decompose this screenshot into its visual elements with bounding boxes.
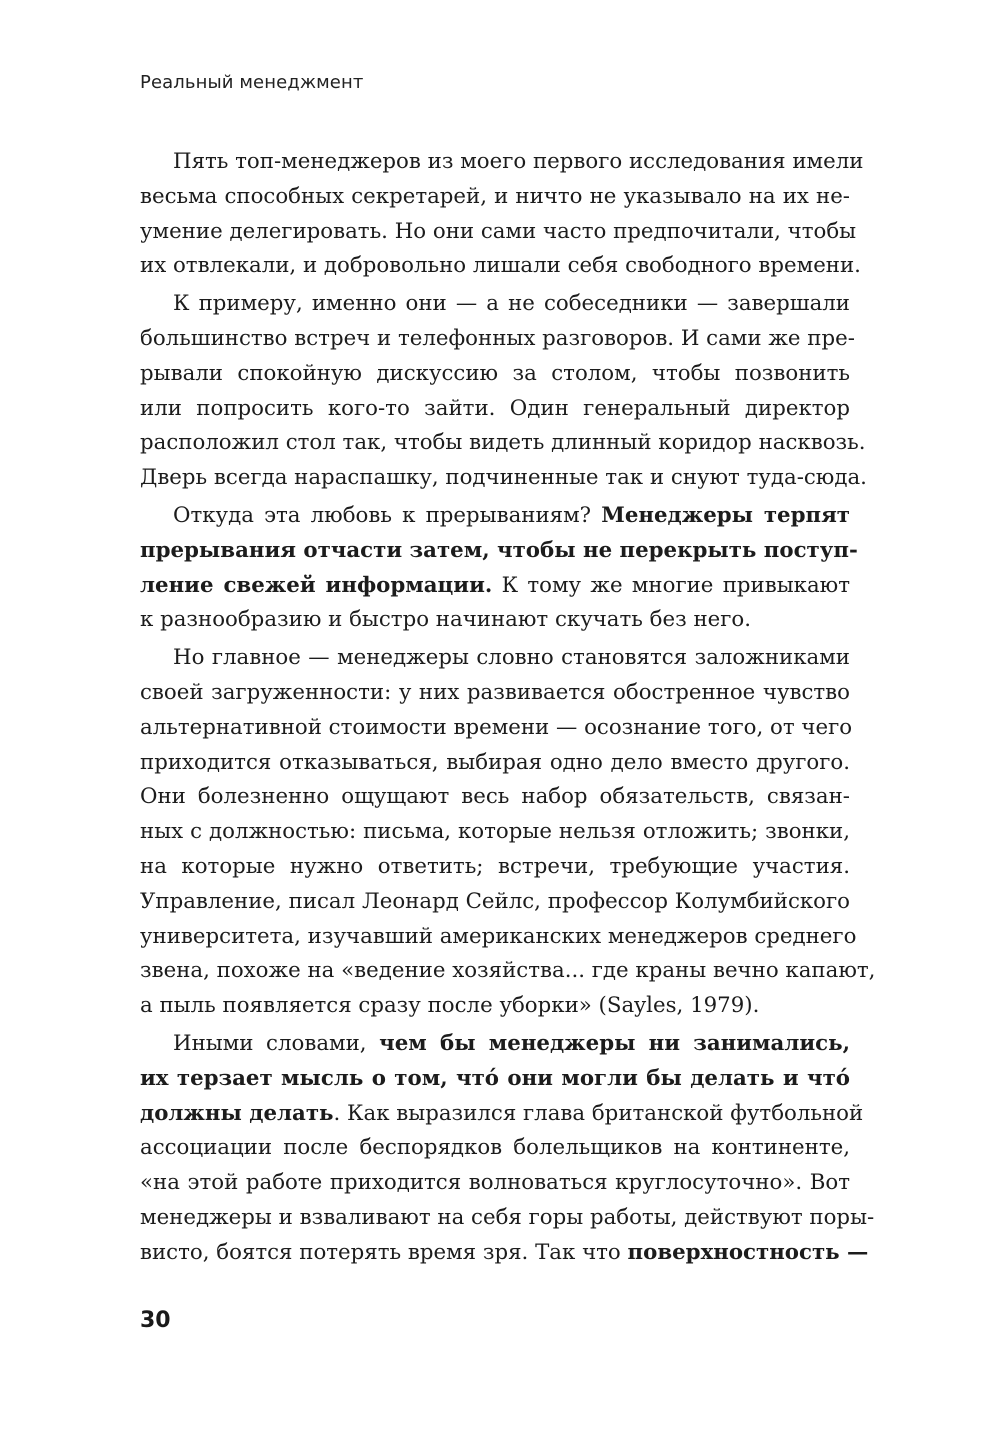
text: К примеру, именно они — а не собеседники — завершали bbox=[173, 291, 850, 317]
text-line bbox=[140, 850, 850, 885]
text: Откуда эта любовь к прерываниям? bbox=[173, 502, 602, 528]
text: Иными словами, bbox=[173, 1030, 380, 1056]
text-line bbox=[140, 461, 867, 496]
text: или попросить кого-то зайти. Один генеральный директор bbox=[140, 395, 850, 421]
text: на которые нужно ответить; встречи, требующие участия. bbox=[140, 853, 850, 879]
text: Они болезненно ощущают весь набор обязательств, связан- bbox=[140, 784, 850, 810]
body-text bbox=[140, 145, 876, 1271]
page-number: 30 bbox=[140, 1308, 171, 1333]
bold-text: прерывания отчасти затем, чтобы не перекрыть поступ- bbox=[140, 537, 858, 563]
text-line bbox=[140, 676, 850, 711]
bold-text: Менеджеры терпят bbox=[601, 502, 851, 528]
text: а пыль появляется сразу после уборки» (Sayles, 1979). bbox=[140, 993, 760, 1019]
text: Но главное — менеджеры словно становятся заложниками bbox=[173, 645, 850, 671]
text-line bbox=[140, 215, 857, 250]
text: . Как выразился глава британской футбольной bbox=[333, 1100, 864, 1126]
text: альтернативной стоимости времени — осознание того, от чего bbox=[140, 714, 853, 740]
text-line bbox=[140, 357, 850, 392]
text-line bbox=[140, 1201, 875, 1236]
text: приходится отказываться, выбирая одно дело вместо другого. bbox=[140, 749, 850, 775]
text-line bbox=[140, 1166, 850, 1201]
text: к разнообразию и быстро начинают скучать без него. bbox=[140, 607, 752, 633]
paragraph bbox=[140, 1027, 875, 1271]
text: ассоциации после беспорядков болельщиков на континенте, bbox=[140, 1135, 850, 1161]
text-line bbox=[140, 641, 850, 676]
text: Дверь всегда нараспашку, подчиненные так и снуют туда-сюда. bbox=[140, 465, 867, 491]
paragraph bbox=[140, 287, 867, 496]
text-line bbox=[140, 1027, 850, 1062]
text-line bbox=[140, 534, 858, 569]
paragraph bbox=[140, 145, 864, 284]
text-line bbox=[140, 180, 850, 215]
text-line bbox=[140, 954, 876, 989]
text: Пять топ-менеджеров из моего первого исследования имели bbox=[173, 149, 864, 174]
text: «на этой работе приходится волноваться круглосуточно». Вот bbox=[140, 1170, 850, 1196]
bold-text: их терзает мысль о том, чтó они могли бы делать и чтó bbox=[140, 1065, 850, 1091]
text: своей загруженности: у них развивается обостренное чувство bbox=[140, 679, 850, 705]
paragraph bbox=[140, 499, 858, 638]
text-line bbox=[140, 145, 864, 180]
text: звена, похоже на «ведение хозяйства... где краны вечно капают, bbox=[140, 958, 876, 984]
text-line bbox=[140, 885, 850, 920]
text-line bbox=[140, 989, 850, 1024]
text-line bbox=[140, 746, 850, 781]
text: К тому же многие привыкают bbox=[492, 572, 850, 598]
text: их отвлекали, и добровольно лишали себя свободного времени. bbox=[140, 253, 861, 279]
text-line bbox=[140, 711, 853, 746]
text-line bbox=[140, 1062, 850, 1097]
text-line bbox=[140, 322, 855, 357]
text-line bbox=[140, 287, 850, 322]
text: большинство встреч и телефонных разговоров. И сами же пре- bbox=[140, 325, 855, 351]
running-header: Реальный менеджмент bbox=[140, 72, 364, 93]
text-line bbox=[140, 1097, 864, 1132]
text-line bbox=[140, 815, 850, 850]
text-line bbox=[140, 1131, 850, 1166]
text: рывали спокойную дискуссию за столом, чтобы позвонить bbox=[140, 360, 850, 386]
text-line bbox=[140, 780, 850, 815]
bold-text: чем бы менеджеры ни занимались, bbox=[379, 1030, 850, 1056]
text-line bbox=[140, 1236, 869, 1271]
text-line bbox=[140, 499, 850, 534]
text: ных с должностью: письма, которые нельзя отложить; звонки, bbox=[140, 819, 850, 845]
text-line bbox=[140, 392, 850, 427]
text-line bbox=[140, 426, 866, 461]
text: весьма способных секретарей, и ничто не указывало на их не- bbox=[140, 183, 850, 209]
text: расположил стол так, чтобы видеть длинный коридор насквозь. bbox=[140, 430, 866, 456]
paragraph bbox=[140, 641, 876, 1024]
text-line bbox=[140, 603, 850, 638]
text: Управление, писал Леонард Сейлс, профессор Колумбийского bbox=[140, 888, 850, 914]
text: университета, изучавший американских менеджеров среднего bbox=[140, 923, 857, 949]
text: висто, боятся потерять время зря. Так что bbox=[140, 1239, 628, 1265]
text-line bbox=[140, 920, 857, 955]
text-line bbox=[140, 249, 861, 284]
text: менеджеры и взваливают на себя горы работы, действуют поры- bbox=[140, 1204, 875, 1230]
bold-text: поверхностность — bbox=[627, 1239, 869, 1265]
text-line bbox=[140, 569, 850, 604]
bold-text: должны делать bbox=[140, 1100, 334, 1126]
bold-text: ление свежей информации. bbox=[140, 572, 493, 598]
text: умение делегировать. Но они сами часто предпочитали, чтобы bbox=[140, 218, 857, 244]
